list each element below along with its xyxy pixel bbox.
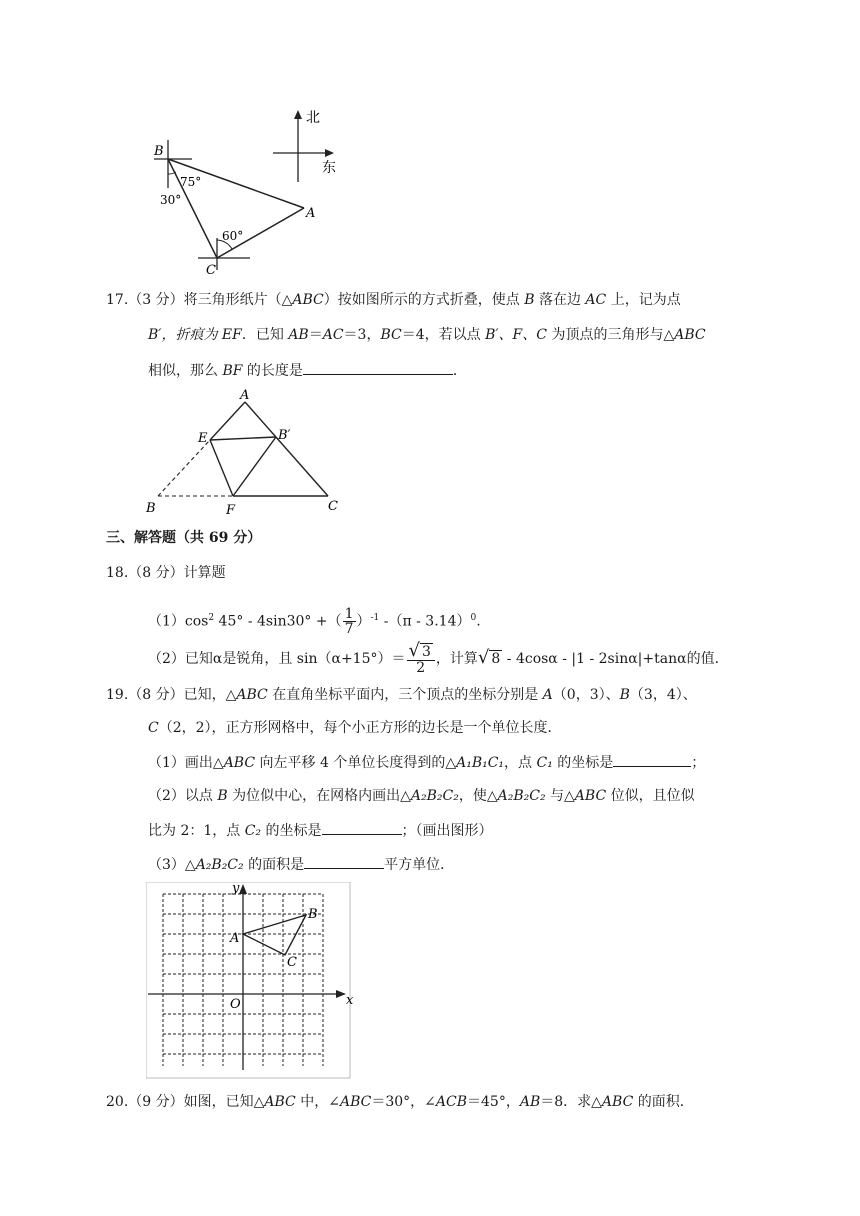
fig16-label-a: A	[306, 206, 316, 221]
section-3-heading: 三、解答题（共 69 分）	[106, 530, 262, 546]
fig19-label-o: O	[230, 997, 241, 1012]
q19-c2-answer-blank[interactable]	[322, 820, 402, 835]
fig16-angle-60: 60°	[222, 229, 244, 243]
compass-north-label: 北	[306, 110, 320, 126]
fig17-label-e: E	[198, 431, 208, 446]
q17-line-1: 17.（3 分）将三角形纸片（△ABC）按如图所示的方式折叠，使点 B 落在边 AC 上，记为点	[106, 292, 681, 308]
bearing-figure	[140, 100, 360, 280]
fold-triangle-figure	[140, 388, 350, 518]
coordinate-grid-figure	[146, 882, 360, 1080]
q19-c1-answer-blank[interactable]	[613, 752, 691, 767]
q17-line-3: 相似，那么 BF 的长度是 ．	[148, 360, 467, 381]
fig19-label-a: A	[230, 931, 240, 946]
fraction-one-seventh: $\frac{1}{7}$	[344, 606, 354, 638]
fig17-label-b: B	[146, 501, 156, 516]
fig17-label-a: A	[240, 388, 250, 403]
fig17-label-f: F	[226, 503, 236, 518]
q20-line: 20.（9 分）如图，已知△ABC 中，∠ABC＝30°，∠ACB＝45°，AB＝8．求△ABC 的面积．	[106, 1094, 694, 1110]
fig16-angle-30: 30°	[160, 193, 182, 207]
q19-line-2: C（2，2），正方形网格中，每个小正方形的边长是一个单位长度．	[148, 720, 562, 736]
fraction-sqrt3-over-2: $\frac{√ 3}{2}$	[407, 643, 435, 675]
fig16-label-b: B	[154, 144, 164, 159]
fig19-label-x: x	[346, 993, 354, 1008]
q19-area-answer-blank[interactable]	[304, 854, 384, 869]
q18-part-2: （2）已知α是锐角，且 sin（α+15°）＝ $\frac{√ 3}{2}$ ，计算√ 8 - 4cosα - |1 - 2sinα|+tanα的值．	[148, 640, 729, 676]
fig16-angle-75: 75°	[180, 175, 202, 189]
q19-line-5: 比为 2：1，点 C₂ 的坐标是 ；（画出图形）	[148, 820, 493, 841]
compass-east-label: 东	[322, 160, 336, 176]
fig17-label-bprime: B′	[278, 428, 291, 443]
q19-line-6: （3）△A₂B₂C₂ 的面积是 平方单位．	[148, 854, 454, 875]
q19-line-4: （2）以点 B 为位似中心，在网格内画出△A₂B₂C₂，使△A₂B₂C₂ 与△ABC 位似，且位似	[148, 788, 695, 804]
q18-part-1: $(1)\cos^2$ 45° - 4sin30° +（ $\frac{1}{7}$ ）$^{-1}$ -（π - 3.14）$^0$.	[148, 606, 481, 638]
sqrt-8: 8	[491, 651, 501, 667]
q17-answer-blank[interactable]	[303, 360, 453, 375]
fig19-label-b: B	[308, 907, 318, 922]
q19-line-1: 19.（8 分）已知，△ABC 在直角坐标平面内，三个顶点的坐标分别是 A（0，3）、B（3，4）、	[106, 687, 697, 703]
fig16-label-c: C	[206, 263, 216, 278]
q19-line-3: （1）画出△ABC 向左平移 4 个单位长度得到的△A₁B₁C₁，点 C₁ 的坐标是 ；	[148, 752, 705, 773]
fig19-label-y: y	[232, 882, 240, 896]
q18-heading: 18.（8 分）计算题	[106, 565, 226, 581]
fig19-label-c: C	[287, 955, 297, 970]
q17-line-2: B′，折痕为 EF．已知 AB＝AC＝3，BC＝4，若以点 B′、F、C 为顶点的三角形与△ABC	[148, 327, 706, 343]
fig17-label-c: C	[328, 499, 338, 514]
